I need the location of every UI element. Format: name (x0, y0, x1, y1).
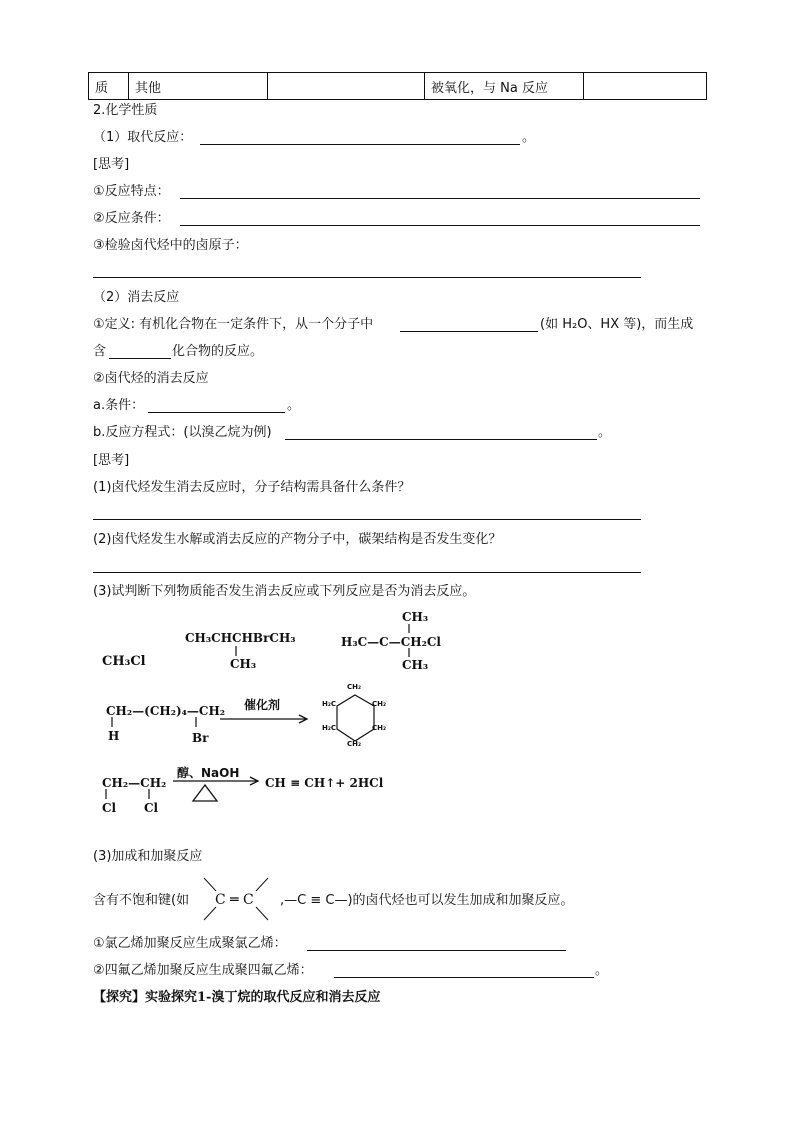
think-label: [思考] (93, 453, 130, 468)
table-cell: 被氧化，与 Na 反应 (425, 73, 584, 100)
detect-label: ③检验卤代烃中的卤原子： (93, 238, 248, 253)
unsaturated-text: 含有不饱和键(如 (93, 893, 190, 908)
unsaturated-text: ,—C ≡ C—)的卤代烃也可以发生加成和加聚反应。 (280, 893, 574, 908)
reaction-condition: 醇、NaOH (177, 766, 240, 780)
reactant-2-cl2: Cl (144, 801, 159, 815)
table-cell: 质 (89, 73, 129, 100)
definition-text: 化合物的反应。 (172, 344, 264, 359)
period: 。 (598, 425, 612, 440)
period: 。 (287, 398, 301, 413)
question-1: (1)卤代烃发生消去反应时，分子结构需具备什么条件？ (93, 480, 411, 495)
period: 。 (522, 130, 536, 145)
ring-label: CH₂ (372, 724, 387, 732)
equation-label: b.反应方程式：(以溴乙烷为例) (93, 425, 272, 440)
explore-title: 实验探究1-溴丁烷的取代反应和消去反应 (145, 990, 381, 1005)
blank-line (307, 950, 566, 951)
section-heading: 2.化学性质 (93, 103, 158, 118)
question-2: (2)卤代烃发生水解或消去反应的产物分子中，碳架结构是否发生变化？ (93, 532, 502, 547)
think-label: [思考] (93, 157, 130, 172)
reactant-2-cl1: Cl (102, 801, 117, 815)
substitution-label: （1）取代反应： (93, 130, 193, 145)
ring-label: CH₂ (347, 740, 362, 748)
table-cell: 其他 (129, 73, 268, 100)
alkene-formula: C ═ C (215, 892, 254, 908)
ring-label: H₂C (322, 700, 337, 708)
explore-tag: 【探究】 (93, 990, 146, 1005)
ring-label: CH₂ (372, 700, 387, 708)
product-2: CH ≡ CH↑+ 2HCl (265, 776, 384, 790)
definition-text: ①定义: 有机化合物在一定条件下，从一个分子中 (93, 317, 374, 332)
feature-label: ①反应特点： (93, 184, 170, 199)
vinyl-chloride-label: ①氯乙烯加聚反应生成聚氯乙烯： (93, 936, 287, 951)
molecule-3-main: H₃C—C—CH₂Cl (341, 635, 441, 649)
tfe-label: ②四氟乙烯加聚反应生成聚四氟乙烯： (93, 963, 313, 978)
explore-heading (93, 990, 380, 1006)
ch3cl-formula: CH₃Cl (102, 654, 146, 669)
addition-heading: (3)加成和加聚反应 (93, 849, 203, 864)
catalyst-label: 催化剂 (244, 698, 281, 712)
elimination-heading: （2）消去反应 (93, 290, 180, 305)
molecule-3-bot: CH₃ (402, 658, 429, 672)
reactant-1-h: H (108, 729, 120, 743)
definition-text: (如 H₂O、HX 等)，而生成 (540, 317, 694, 332)
reactant-1-main: CH₂—(CH₂)₄—CH₂ (106, 704, 226, 718)
molecule-2-sub: CH₃ (230, 657, 257, 671)
molecule-3-top: CH₃ (402, 610, 429, 624)
reactant-2-main: CH₂—CH₂ (102, 776, 167, 790)
definition-text: 含 (93, 344, 107, 359)
halo-elim-heading: ②卤代烃的消去反应 (93, 371, 209, 386)
blank-line (334, 977, 594, 978)
period: 。 (595, 963, 609, 978)
question-3: (3)试判断下列物质能否发生消去反应或下列反应是否为消去反应。 (93, 584, 476, 599)
condition-a-label: a.条件： (93, 398, 145, 413)
ring-label: CH₂ (347, 683, 362, 691)
molecule-2-main: CH₃CHCHBrCH₃ (185, 631, 296, 645)
reactant-1-br: Br (192, 731, 209, 745)
condition-label: ②反应条件： (93, 211, 170, 226)
ring-label: H₂C (322, 724, 337, 732)
